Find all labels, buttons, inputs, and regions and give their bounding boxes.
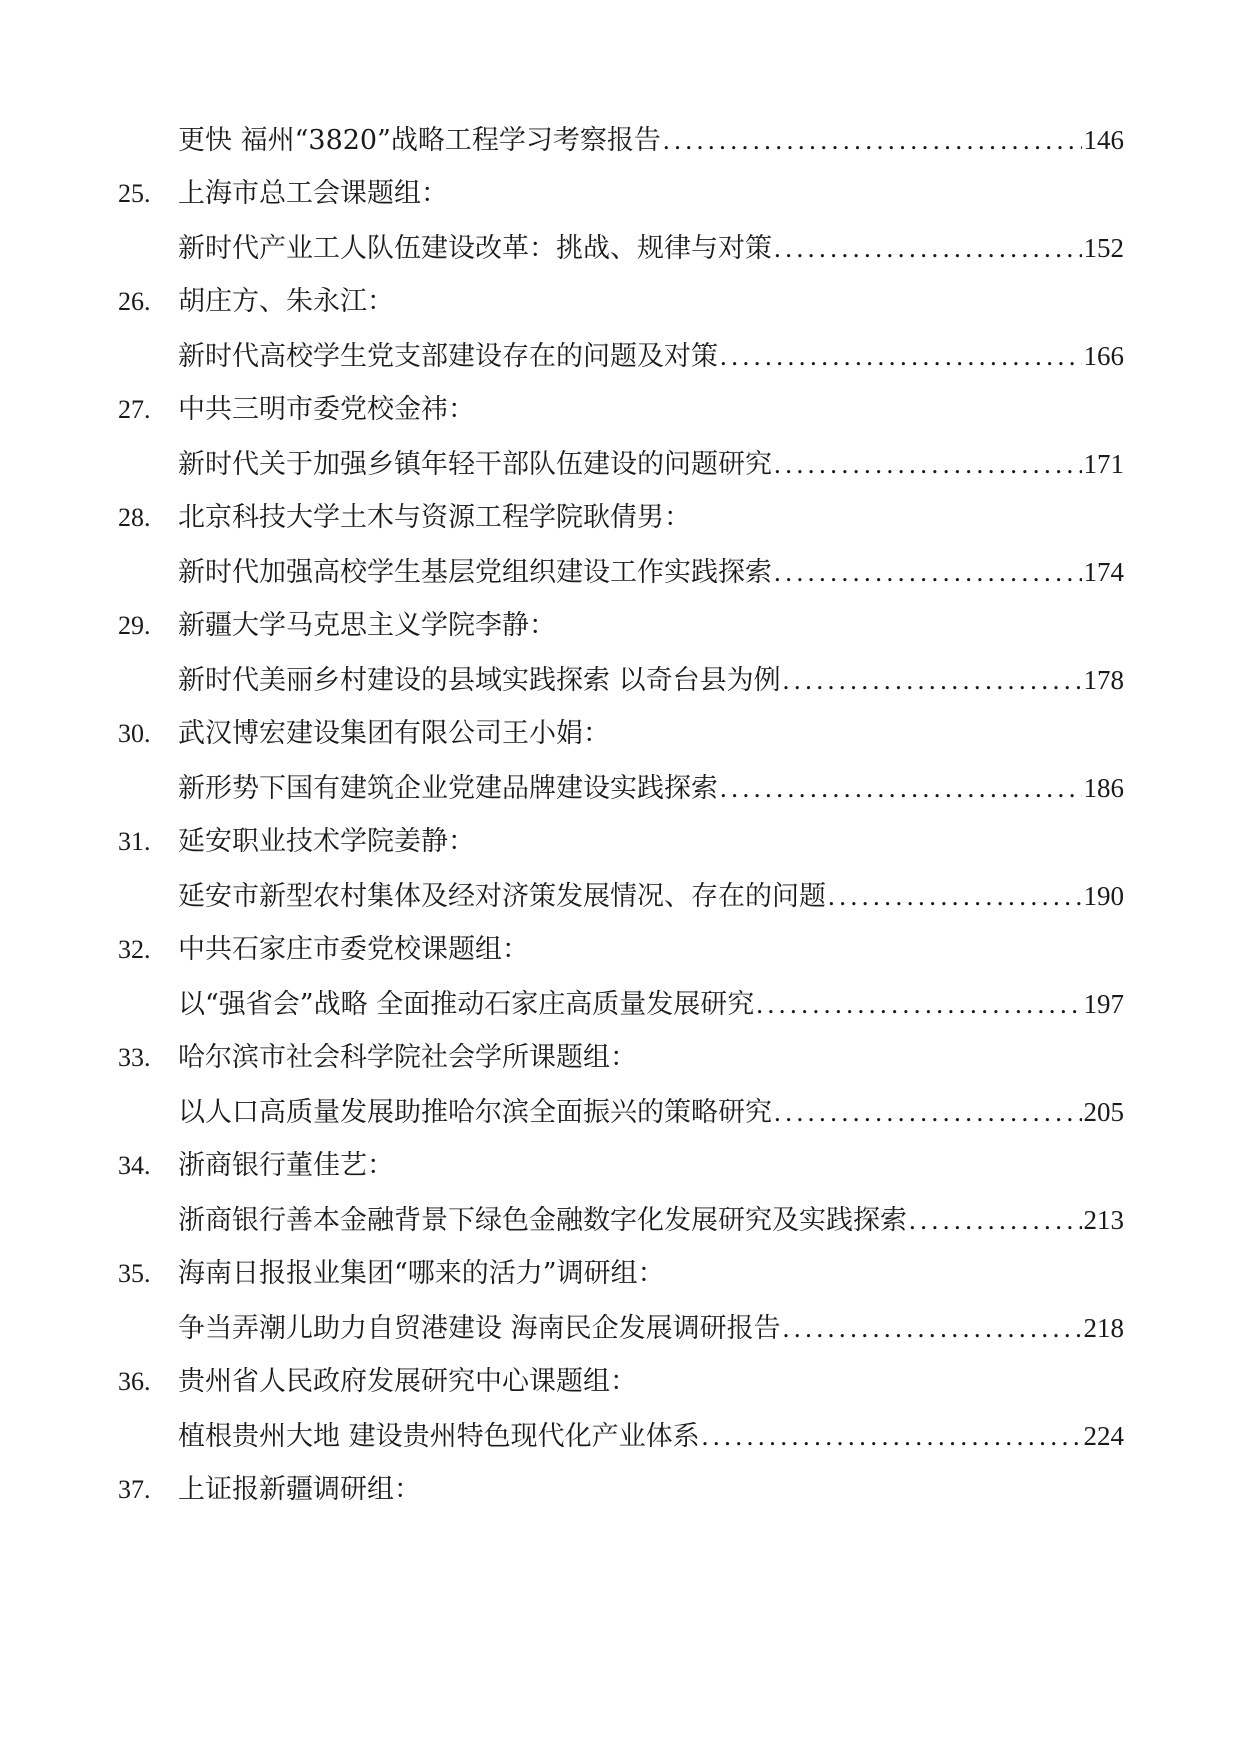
toc-entry-number: 31. bbox=[118, 827, 151, 856]
toc-title: 延安市新型农村集体及经对济策发展情况、存在的问题 bbox=[178, 881, 826, 912]
toc-title: 新时代美丽乡村建设的县域实践探索 以奇台县为例 bbox=[178, 665, 781, 696]
toc-entry bbox=[0, 174, 1240, 282]
toc-entry-number: 37. bbox=[118, 1475, 151, 1504]
toc-title: 更快 福州“3820”战略工程学习考察报告 bbox=[178, 125, 661, 156]
toc-page-number: 186 bbox=[1083, 773, 1124, 803]
toc-title-row bbox=[178, 984, 1124, 1025]
toc-title-row bbox=[178, 660, 1124, 701]
toc-author: 海南日报报业集团“哪来的活力”调研组： bbox=[178, 1258, 665, 1289]
toc-entry bbox=[0, 1362, 1240, 1470]
toc-author: 胡庄方、朱永江： bbox=[178, 286, 394, 317]
toc-page-number: 213 bbox=[1083, 1205, 1124, 1235]
toc-title: 争当弄潮儿助力自贸港建设 海南民企发展调研报告 bbox=[178, 1313, 781, 1344]
dot-leader bbox=[783, 660, 1082, 700]
toc-page-number: 146 bbox=[1083, 125, 1124, 155]
toc-entry-number: 34. bbox=[118, 1151, 151, 1180]
toc-title-row bbox=[178, 1092, 1124, 1133]
toc-entry bbox=[0, 714, 1240, 822]
toc-author: 中共三明市委党校金祎： bbox=[178, 394, 475, 425]
toc-page-number: 197 bbox=[1083, 989, 1124, 1019]
toc-entry bbox=[0, 1146, 1240, 1254]
toc-title: 以“强省会”战略 全面推动石家庄高质量发展研究 bbox=[178, 989, 755, 1020]
toc-entry-number: 36. bbox=[118, 1367, 151, 1396]
toc-entry bbox=[0, 822, 1240, 930]
toc-title-row bbox=[178, 228, 1124, 269]
toc-entry-number: 26. bbox=[118, 287, 151, 316]
dot-leader bbox=[774, 1092, 1082, 1132]
dot-leader bbox=[774, 228, 1082, 268]
toc-page-number: 218 bbox=[1083, 1313, 1124, 1343]
toc-entry-number: 27. bbox=[118, 395, 151, 424]
toc-entry bbox=[0, 930, 1240, 1038]
toc-title-row bbox=[178, 768, 1124, 809]
toc-title: 浙商银行善本金融背景下绿色金融数字化发展研究及实践探索 bbox=[178, 1205, 907, 1236]
toc-author: 哈尔滨市社会科学院社会学所课题组： bbox=[178, 1042, 637, 1073]
toc-title-row bbox=[178, 120, 1124, 161]
toc-author: 延安职业技术学院姜静： bbox=[178, 826, 475, 857]
toc-author: 北京科技大学土木与资源工程学院耿倩男： bbox=[178, 502, 691, 533]
toc-title-row bbox=[178, 336, 1124, 377]
toc-page-number: 178 bbox=[1083, 665, 1124, 695]
toc-title-row bbox=[178, 444, 1124, 485]
dot-leader bbox=[828, 876, 1082, 916]
toc-author: 浙商银行董佳艺： bbox=[178, 1150, 394, 1181]
dot-leader bbox=[774, 444, 1082, 484]
dot-leader bbox=[663, 120, 1082, 160]
toc-title: 新时代加强高校学生基层党组织建设工作实践探索 bbox=[178, 557, 772, 588]
toc-page-number: 152 bbox=[1083, 233, 1124, 263]
toc-author: 上证报新疆调研组： bbox=[178, 1474, 421, 1505]
dot-leader bbox=[720, 336, 1082, 376]
toc-title-row bbox=[178, 1308, 1124, 1349]
toc-author: 贵州省人民政府发展研究中心课题组： bbox=[178, 1366, 637, 1397]
dot-leader bbox=[774, 552, 1082, 592]
toc-title: 新时代关于加强乡镇年轻干部队伍建设的问题研究 bbox=[178, 449, 772, 480]
toc-entry-number: 32. bbox=[118, 935, 151, 964]
toc-entry bbox=[0, 282, 1240, 390]
toc-title: 以人口高质量发展助推哈尔滨全面振兴的策略研究 bbox=[178, 1097, 772, 1128]
toc-title: 植根贵州大地 建设贵州特色现代化产业体系 bbox=[178, 1421, 700, 1452]
dot-leader bbox=[909, 1200, 1082, 1240]
toc-title: 新形势下国有建筑企业党建品牌建设实践探索 bbox=[178, 773, 718, 804]
toc-entry bbox=[0, 606, 1240, 714]
toc-entry-number: 28. bbox=[118, 503, 151, 532]
toc-entry bbox=[0, 1470, 1240, 1578]
toc-title-row bbox=[178, 876, 1124, 917]
toc-entry bbox=[0, 1038, 1240, 1146]
toc-author: 新疆大学马克思主义学院李静： bbox=[178, 610, 556, 641]
toc-entry-number: 35. bbox=[118, 1259, 151, 1288]
toc-continuation bbox=[0, 120, 1240, 174]
toc-page-number: 166 bbox=[1083, 341, 1124, 371]
toc-title-row bbox=[178, 1416, 1124, 1457]
toc-entry bbox=[0, 1254, 1240, 1362]
toc-entry-number: 25. bbox=[118, 179, 151, 208]
toc-title-row bbox=[178, 1200, 1124, 1241]
toc-page-number: 171 bbox=[1083, 449, 1124, 479]
toc-author: 武汉博宏建设集团有限公司王小娟： bbox=[178, 718, 610, 749]
toc-title-row bbox=[178, 552, 1124, 593]
dot-leader bbox=[720, 768, 1082, 808]
toc-title: 新时代高校学生党支部建设存在的问题及对策 bbox=[178, 341, 718, 372]
toc-author: 中共石家庄市委党校课题组： bbox=[178, 934, 529, 965]
toc-title: 新时代产业工人队伍建设改革：挑战、规律与对策 bbox=[178, 233, 772, 264]
toc-author: 上海市总工会课题组： bbox=[178, 178, 448, 209]
dot-leader bbox=[783, 1308, 1082, 1348]
toc-page-number: 174 bbox=[1083, 557, 1124, 587]
dot-leader bbox=[702, 1416, 1082, 1456]
toc-entry bbox=[0, 390, 1240, 498]
toc-entry bbox=[0, 498, 1240, 606]
toc-page-number: 224 bbox=[1083, 1421, 1124, 1451]
toc-entry-number: 29. bbox=[118, 611, 151, 640]
table-of-contents bbox=[0, 120, 1240, 1578]
toc-page-number: 205 bbox=[1083, 1097, 1124, 1127]
toc-entry-number: 30. bbox=[118, 719, 151, 748]
toc-entry-number: 33. bbox=[118, 1043, 151, 1072]
toc-page-number: 190 bbox=[1083, 881, 1124, 911]
dot-leader bbox=[756, 984, 1081, 1024]
